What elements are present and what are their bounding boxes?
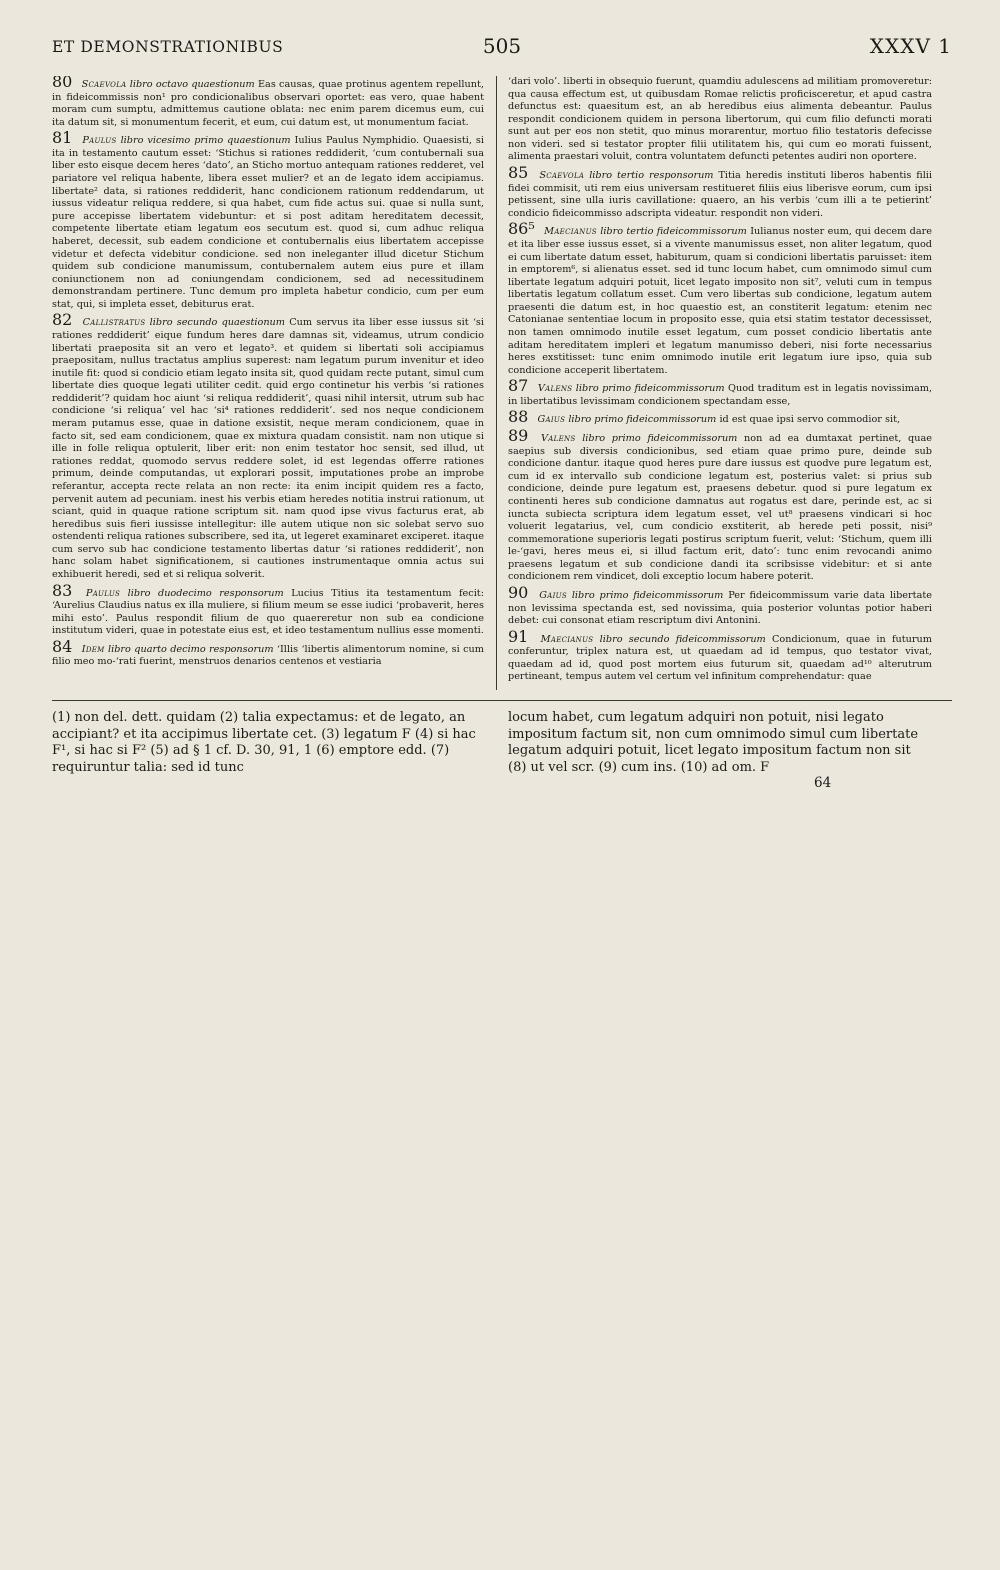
paragraph-text: Titia heredis instituti liberos habentis filii fidei commisit, uti rem eius universam restitueret filiis eius liberisve eorum, cum ipsi petissent, sine ulla iuris cavillatione: quaero, an his verbis ‘cum illi a te petierint’ condicio fideicommisso adscripta videatur. respondit non videri. — [508, 170, 932, 219]
paragraph — [508, 219, 932, 377]
paragraph — [508, 626, 932, 684]
signature-mark: 64 — [814, 775, 832, 791]
book-reference: libro primo fideicommissorum — [582, 433, 738, 445]
author-name: Paulus — [82, 135, 117, 147]
paragraph-number: 83 — [52, 580, 73, 600]
paragraph — [508, 76, 932, 164]
footnotes-left: (1) non del. dett. quidam (2) talia expectamus: et de legato, an accipiant? et ita accipimus libertate cet. (3) legatum F (4) si hac F¹, si hac si F² (5) ad § 1 cf. D. 30, 91, 1 (6) emptore edd. (7) requiruntur talia: sed id tunc — [52, 710, 476, 775]
paragraph-text: Quod traditum est in legatis novissimam, in libertatibus levissimam condicionem spectandam esse, — [508, 383, 932, 407]
left-text-column — [52, 76, 484, 696]
author-name: Valens — [537, 383, 573, 395]
paragraph — [52, 580, 484, 638]
paragraph-number: 87 — [508, 376, 529, 396]
book-reference: libro tertio fideicommissorum — [600, 226, 747, 238]
paragraph-text: Condicionum, quae in futurum conferuntur, triplex natura est, ut quaedam ad id tempus, quo testator vivat, quaedam ad id, quod post mortem eius futurum sit, quaedam ad¹⁰ alterutrum pertineant, tempus autem vel certum vel infinitum comprehendatur: quae — [508, 633, 932, 683]
paragraph-number: 80 — [52, 76, 73, 91]
author-name: Scaevola — [539, 170, 585, 182]
paragraph — [508, 407, 932, 427]
paragraph — [52, 76, 484, 129]
author-name: Scaevola — [81, 79, 127, 90]
paragraph — [52, 636, 484, 669]
paragraph-text: ‘dari volo’. liberti in obsequio fuerunt, quamdiu adulescens ad militiam promoveretur: qua causa effectum est, ut quibusdam Romae relictis proficisceretur, et apud castra defunctus est: quaesitum est, an ab heredibus eius alimenta debeantur. Paulus respondit condicionem quidem in persona libertorum, qui cum filio defuncti morati sunt aut per eos non stetit, quo minus morarentur, mortuo filio testatoris defecisse non videri. sed si testator propter filii utilitatem his, qui cum eo morati fuissent, alimenta praestari voluit, contra voluntatem defuncti petentes audiri non oportere. — [508, 76, 932, 163]
paragraph-text: Iulianus noster eum, qui decem dare et ita liber esse iussus esset, si a vivente manumissus esset, non aliter legatum, quod ei cum libertate datum esset, habiturum, quam si condicioni libertatis paruisset: item in emptorem⁶, si alienatus esset. sed id tunc locum habet, cum omnimodo simul cum libertate legatum adquiri potuit, licet legato imposito non sit⁷, veluti cum in tempus libertatis legatum collatum esset. Cum vero libertas sub condicione, legatum autem praesenti die datum est, in hoc quaestio est, an constiterit legatum: etenim nec Catonianae sententiae locum in proposito esse, quia etsi statim testator decessisset, non tamen omnimodo inutile esset legatum, cum posset condicio libertatis ante aditam hereditatem impleri et legatum manumisso deberi, nisi forte necessarius heres exstitisset: tunc enim omnimodo inutile erit legatum iure ipso, quia sub condicione acceperit libertatem. — [508, 226, 932, 376]
paragraph-text: non ad ea dumtaxat pertinet, quae saepius sub diversis condicionibus, sed etiam quae primo pure, deinde sub condicione dantur. itaque quod heres pure dare iussus est quodve pure legatum est, cum id ex intervallo sub condicione legatum est, posterius valet: si prius sub condicione, deinde pure legatum est, praesens debetur. quod si pure legatum ex continenti heres sub condicione damnatus aut rogatus est dare, perinde est, ac si iuncta subiecta scriptura idem legatum esset, vel ut⁸ praesens vindicari si hoc voluerit legatarius, vel, cum condicio exstiterit, ab herede peti possit, nisi⁹ commemoratione superioris legati postirus scriptum fuerit, velut: ‘Stichum, quem illi le-‘gavi, heres meus ei, si illud factum erit, dato’: tunc enim revocandi animo praesens legatum et sub condicione dandi ita scribsisse videbitur: et si ante condicionem rem vindicet, doli exceptio locum habere poterit. — [508, 433, 932, 583]
paragraph-number: 84 — [52, 636, 73, 656]
paragraph-text: Lucius Titius ita testamentum fecit: ‘Aurelius Claudius natus ex illa muliere, si filium meum se esse iudici ‘probaverit, heres mihi esto’. Paulus respondit filium de quo quaereretur non sub ea condicione institutum videri, quae in potestate eius est, et ideo testamentum nullius esse momenti. — [52, 587, 484, 637]
paragraph-text: Per fideicommissum varie data libertate non levissima spectanda est, sed novissima, quia posterior voluntas potior haberi debet: cui consonat etiam rescriptum divi Antonini. — [508, 589, 932, 627]
book-reference: libro vicesimo primo quaestionum — [120, 135, 291, 147]
paragraph — [508, 426, 932, 584]
paragraph — [52, 310, 484, 581]
section-number: XXXV 1 — [869, 34, 952, 58]
book-reference: libro octavo quaestionum — [129, 79, 255, 90]
footnote-rule — [52, 700, 952, 701]
paragraph-text: ‘Illis ‘libertis alimentorum nomine, si cum filio meo mo-‘rati fuerint, menstruos denarios centenos et vestiaria — [52, 643, 484, 668]
paragraph-number: 88 — [508, 407, 529, 427]
paragraph — [508, 163, 932, 220]
author-name: Gaius — [537, 414, 566, 426]
book-reference: libro duodecimo responsorum — [127, 587, 284, 599]
book-reference: libro primo fideicommissorum — [568, 414, 717, 426]
paragraph — [508, 376, 932, 408]
author-name: Idem — [81, 643, 105, 655]
column-divider — [496, 76, 497, 690]
author-name: Paulus — [85, 587, 121, 599]
running-title: ET DEMONSTRATIONIBUS — [52, 38, 284, 56]
book-reference: libro secundo quaestionum — [149, 317, 285, 329]
book-reference: libro primo fideicommissorum — [575, 383, 725, 395]
paragraph-number: 91 — [508, 626, 529, 646]
paragraph-number: 90 — [508, 582, 529, 602]
book-reference: libro primo fideicommissorum — [571, 589, 724, 601]
paragraph — [508, 582, 932, 628]
book-reference: libro secundo fideicommissorum — [599, 633, 766, 645]
right-text-column — [508, 76, 932, 696]
book-reference: libro tertio responsorum — [589, 170, 714, 182]
book-reference: libro quarto decimo responsorum — [108, 643, 274, 655]
paragraph-number: 89 — [508, 426, 529, 446]
paragraph-text: Eas causas, quae protinus agentem repellunt, in fideicommissis non¹ pro condicionalibus observari oportet: eas vero, quae habent moram cum sumptu, admittemus cautione oblata: nec enim parem dicemus eum, cui ita datum sit, si monumentum fecerit, et eum, cui datum est, ut monumentum faciat. — [52, 79, 484, 128]
page-number: 505 — [482, 34, 522, 58]
paragraph-number: 81 — [52, 128, 73, 148]
paragraph — [52, 128, 484, 311]
paragraph-text: id est quae ipsi servo commodior sit, — [719, 414, 901, 426]
author-name: Maecianus — [540, 633, 594, 645]
author-name: Maecianus — [544, 226, 597, 238]
paragraph-number: 86⁵ — [508, 219, 535, 239]
page-header — [52, 34, 952, 64]
author-name: Valens — [541, 433, 576, 445]
footnotes-right: locum habet, cum legatum adquiri non potuit, nisi legato impositum factum sit, non cum omnimodo simul cum libertate legatum adquiri potuit, licet legato impositum factum non sit (8) ut vel scr. (9) cum ins. (10) ad om. F — [508, 710, 919, 775]
paragraph-number: 82 — [52, 310, 73, 330]
paragraph-number: 85 — [508, 163, 529, 183]
paragraph-text: Iulius Paulus Nymphidio. Quaesisti, si ita in testamento cautum esset: ‘Stichus si rationes reddiderit, ‘cum contubernali sua liber esto eisque decem heres ‘dato’, an Sticho mortuo antequam rationes redderet, vel pariatore vel reliqua habente, libera esset mulier? et an de legato idem accipiamus. libertate² data, si rationes reddiderit, hanc condicionem rationum reddendarum, ut iussus videatur reliqua reddere, si qua habet, cum fide actus sui. quae si nulla sunt, pure accepisse libertatem videbuntur: et si post aditam hereditatem decessit, competente libertate etiam legatum eos secutum est. quod si, cum adhuc reliqua haberet, decessit, sub eadem condicione et contubernalis eius libertatem accepisse videtur et defecta videbitur condicione. sed non ineleganter illud dicetur Stichum quidem sub condicione manumissum, contubernalem autem eius pure et illam coniunctionem non ad coniungendam condicionem, sed ad necessitudinem demonstrandam pertinere. Tunc demum pro impleta habetur condicio, cum per eum stat, qui, si impleta esset, debiturus erat. — [52, 135, 484, 310]
author-name: Gaius — [539, 589, 567, 601]
paragraph-text: Cum servus ita liber esse iussus sit ‘si rationes reddiderit’ eique fundum heres dare damnas sit, videamus, utrum condicio libertati praeposita sit an vero et legato³. et quidem si libertati soli accipiamus praepositam, nullus tractatus amplius superest: nam legatum purum invenitur et ideo inutile fit: quod si condicio etiam legato insita sit, quod quidam recte putant, simul cum libertate dies quoque legati utiliter cedit. quid ergo continetur his verbis ‘si rationes reddiderit’? quidam hoc aiunt ‘si reliqua reddiderit’, quasi nihil intersit, utrum sub hac condicione ‘si reliqua’ vel hac ‘si⁴ rationes reddiderit’. sed nos neque condicionem meram putamus esse, quae in datione exsistit, neque meram condicionem, quae in facto sit, sed eam condicionem, quae ex mixtura quadam consistit. nam non utique si ille in folle reliqua optulerit, liber erit: non enim testator hoc sensit, sed illud, ut rationes reddat, quomodo servus reddere solet, id est legendas offerre rationes primum, deinde computandas, ut explorari possit, imputationes probe an improbe referantur, accepta recte relata an non recte: ita enim incipit quidem res a facto, pervenit autem ad pecuniam. inest his verbis etiam heredes notitia instrui rationum, ut sciant, quid in quaque ratione scriptum sit. nam quod ipse vivus facturus erat, ab heredibus suis fieri iussisse intellegitur: ille autem utique non sic solebat servo suo ostendenti reliqua rationes subscribere, sed ita, ut legeret examinaret exciperet. itaque cum servo sub hac condicione testamento libertas datur ‘si rationes reddiderit’, non hanc solam habet significationem, si cautiones instrumentaque omnia actus sui exhibuerit heredi, sed et si reliqua solverit. — [52, 317, 484, 580]
author-name: Callistratus — [82, 317, 146, 329]
